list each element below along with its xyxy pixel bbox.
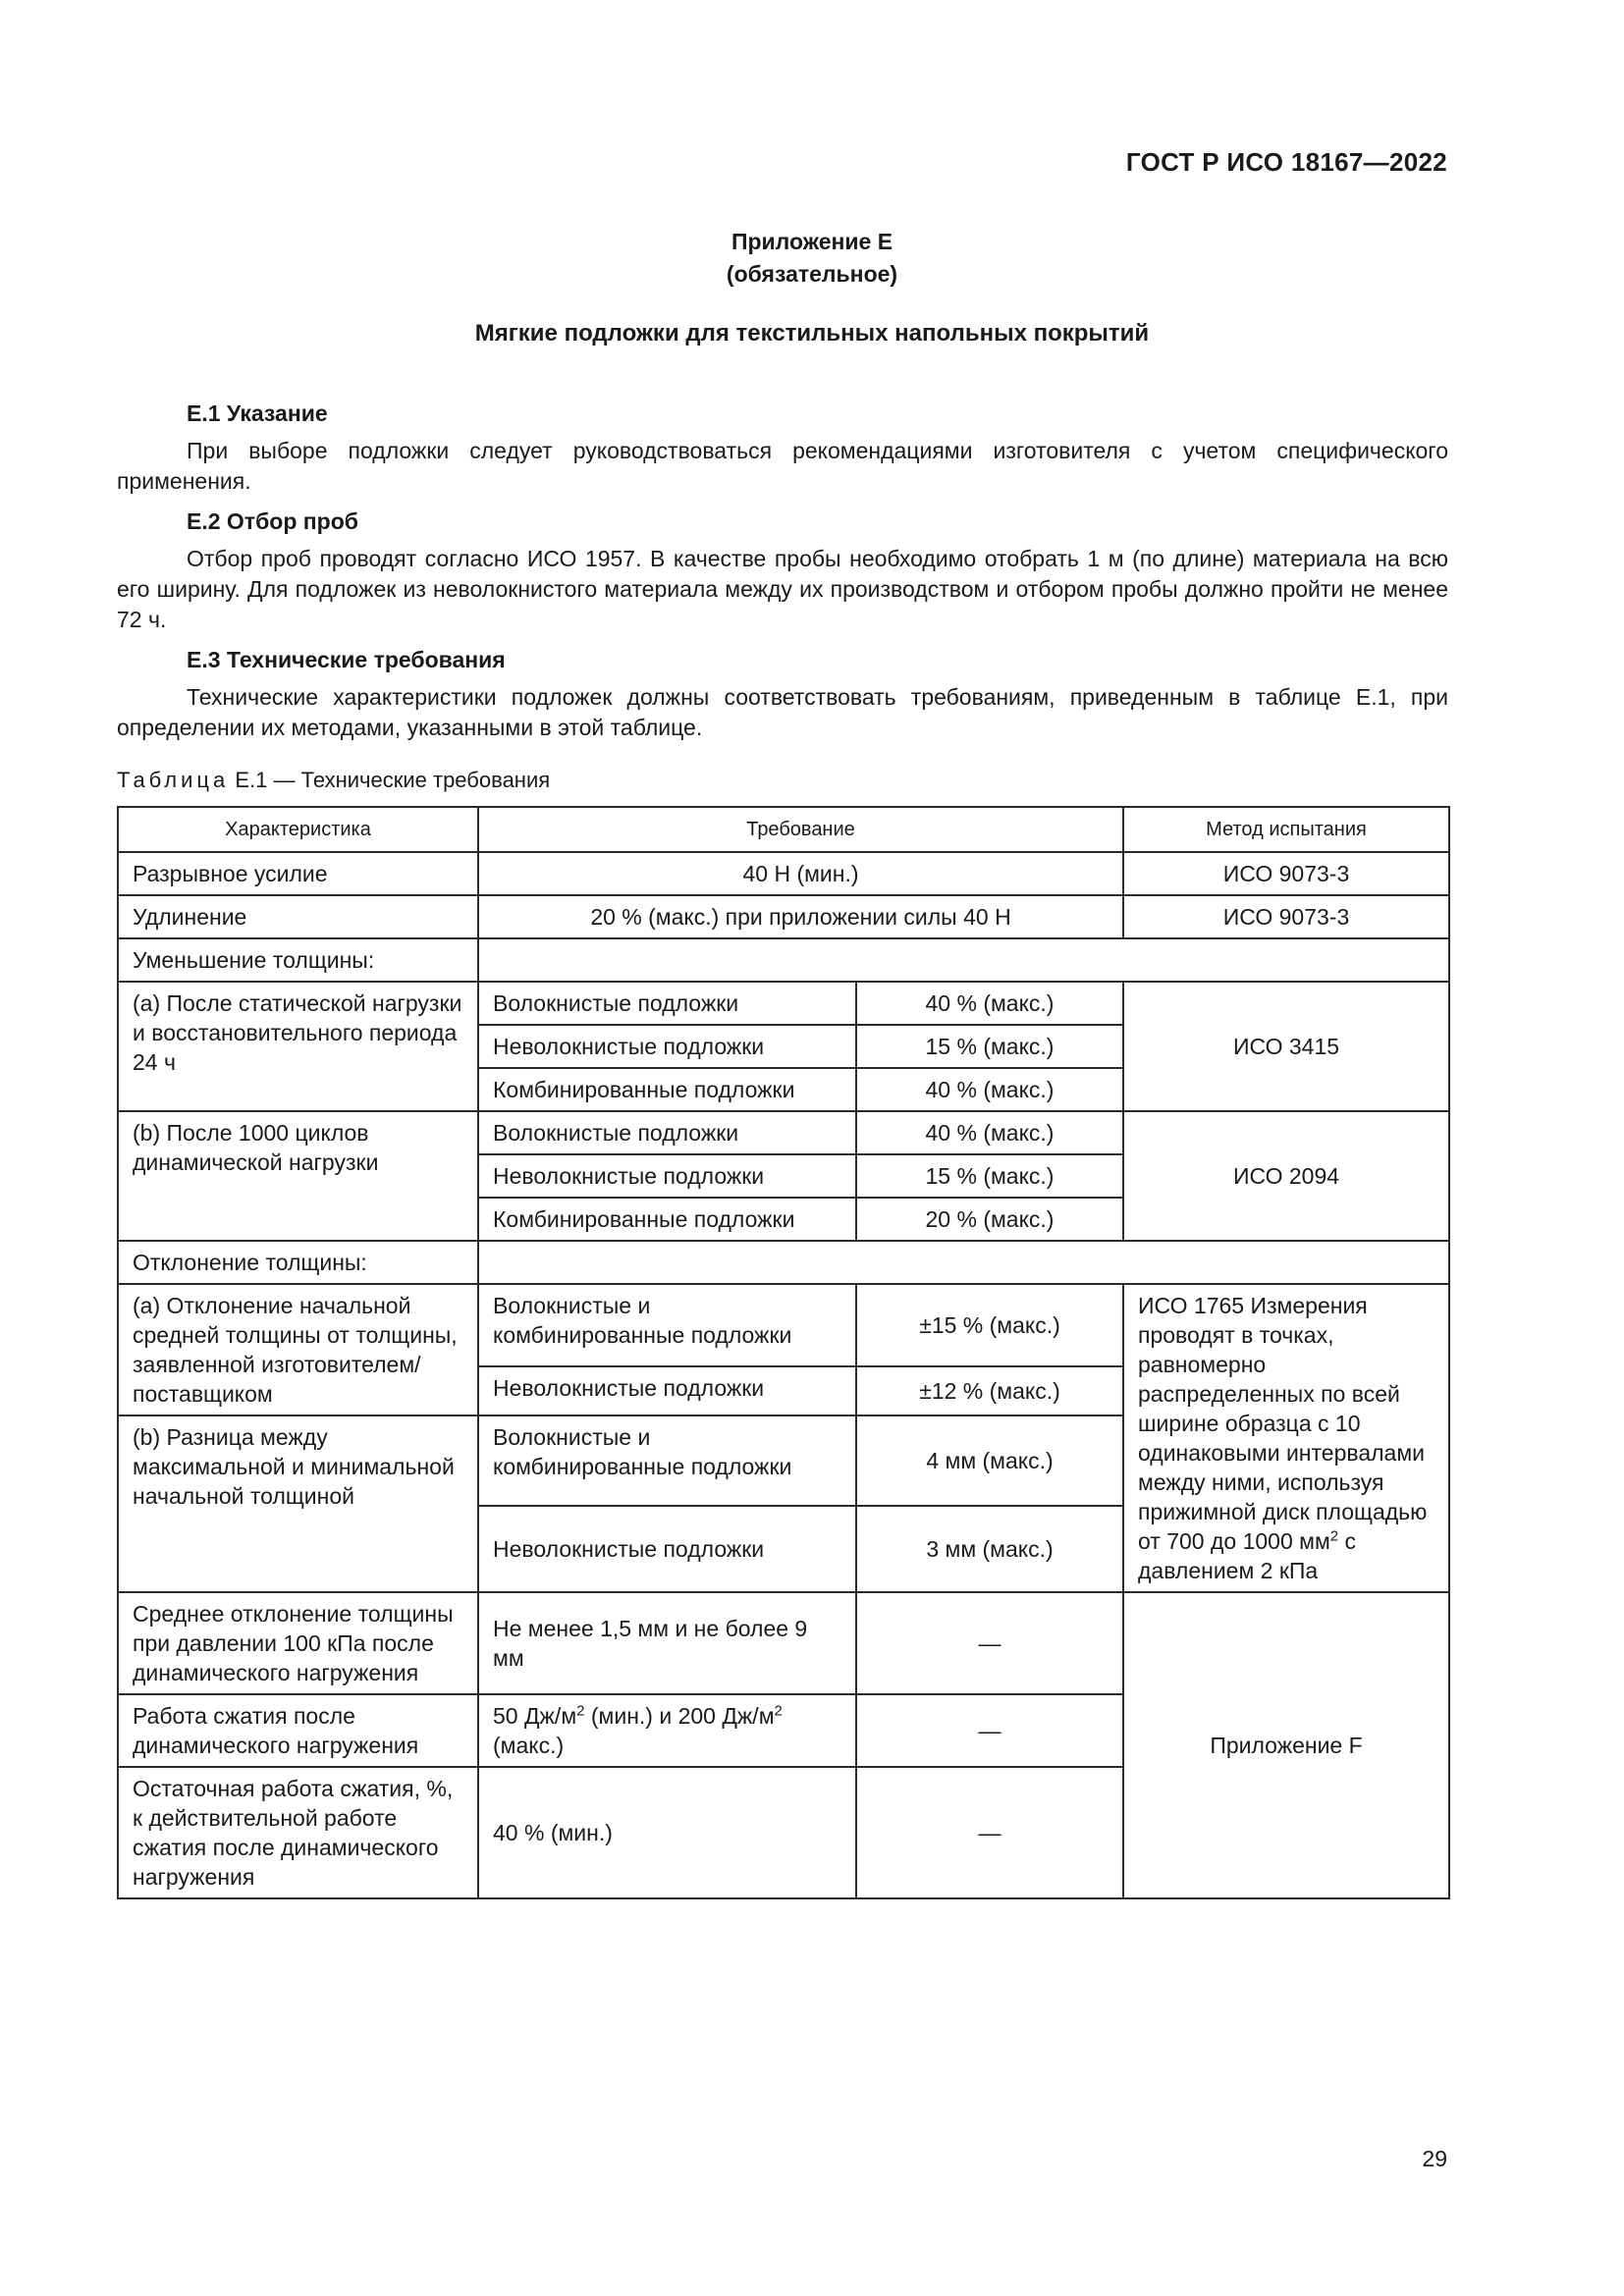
- cell-requirement: Не менее 1,5 мм и не более 9 мм: [478, 1592, 856, 1694]
- annex-title: Мягкие подложки для текстильных напольных покрытий: [474, 320, 1150, 347]
- cell-method: ИСО 2094: [1123, 1111, 1449, 1241]
- cell-value: 4 мм (макс.): [856, 1415, 1123, 1506]
- cell-type: Неволокнистые подложки: [478, 1154, 856, 1198]
- header-requirement: Требование: [478, 807, 1123, 852]
- cell-value: 15 % (макс.): [856, 1154, 1123, 1198]
- method-text-tail: с давлением 2 кПа: [1138, 1528, 1356, 1583]
- cell-method: ИСО 3415: [1123, 982, 1449, 1111]
- cell-characteristic: Работа сжатия после динамического нагружения: [118, 1694, 478, 1767]
- section-heading-e1: Е.1 Указание: [187, 400, 328, 426]
- work-req-part3: (макс.): [493, 1733, 565, 1758]
- cell-value: 40 % (макс.): [856, 1111, 1123, 1154]
- cell-type: Волокнистые подложки: [478, 1111, 856, 1154]
- page-number: 29: [1422, 2146, 1447, 2171]
- cell-value: ±15 % (макс.): [856, 1284, 1123, 1366]
- table-row: [118, 982, 1449, 1025]
- annex-status: (обязательное): [726, 261, 898, 287]
- table-caption-word: Таблица: [117, 768, 230, 792]
- section-heading-e2: Е.2 Отбор проб: [187, 508, 358, 534]
- work-req-part2: (мин.) и 200 Дж/м: [584, 1703, 775, 1729]
- table-caption: [117, 765, 1448, 795]
- cell-type: Комбинированные подложки: [478, 1068, 856, 1111]
- cell-method: ИСО 9073-3: [1123, 852, 1449, 895]
- table-row: [118, 852, 1449, 895]
- cell-type: Волокнистые подложки: [478, 982, 856, 1025]
- method-text: ИСО 1765 Измерения проводят в точках, равномерно распределенных по всей ширине образца с 10 одинаковыми интервалами между ними, используя прижимной диск площадью от 700 до 1000 мм: [1138, 1293, 1428, 1554]
- cell-characteristic: (а) Отклонение начальной средней толщины от толщины, заявленной изготовителем/поставщиком: [118, 1284, 478, 1415]
- section-text-e2: Отбор проб проводят согласно ИСО 1957. В качестве пробы необходимо отобрать 1 м (по длине) материала на всю его ширину. Для подложек из неволокнистого материала между их производством и отбором пробы должно пройти не менее 72 ч.: [117, 546, 1448, 632]
- cell-characteristic: Среднее отклонение толщины при давлении 100 кПа после динамического нагружения: [118, 1592, 478, 1694]
- cell-requirement: [478, 1694, 856, 1767]
- cell-value: —: [856, 1767, 1123, 1898]
- cell-method: Приложение F: [1123, 1592, 1449, 1898]
- work-req-sup2: 2: [774, 1702, 783, 1720]
- cell-value: —: [856, 1694, 1123, 1767]
- cell-value: 40 % (макс.): [856, 982, 1123, 1025]
- cell-requirement: 40 Н (мин.): [478, 852, 1123, 895]
- cell-value: —: [856, 1592, 1123, 1694]
- cell-method: [1123, 1284, 1449, 1592]
- table-row: [118, 1111, 1449, 1154]
- table-header-row: [118, 807, 1449, 852]
- section-text-e1: При выборе подложки следует руководствоваться рекомендациями изготовителя с учетом специфического применения.: [117, 438, 1448, 494]
- cell-group-title: Отклонение толщины:: [118, 1241, 478, 1284]
- cell-type: Неволокнистые подложки: [478, 1506, 856, 1592]
- annex-heading: [0, 226, 1624, 291]
- cell-characteristic: Разрывное усилие: [118, 852, 478, 895]
- cell-characteristic: (b) Разница между максимальной и минимальной начальной толщиной: [118, 1415, 478, 1592]
- cell-value: 3 мм (макс.): [856, 1506, 1123, 1592]
- cell-requirement: 20 % (макс.) при приложении силы 40 Н: [478, 895, 1123, 938]
- header-characteristic: Характеристика: [118, 807, 478, 852]
- table-row: [118, 1284, 1449, 1366]
- cell-characteristic: (b) После 1000 циклов динамической нагрузки: [118, 1111, 478, 1241]
- annex-label: Приложение Е: [731, 229, 893, 254]
- work-req-sup1: 2: [576, 1702, 585, 1720]
- cell-value: 15 % (макс.): [856, 1025, 1123, 1068]
- requirements-table: [117, 806, 1450, 1899]
- cell-value: ±12 % (макс.): [856, 1366, 1123, 1415]
- cell-characteristic: Остаточная работа сжатия, %, к действительной работе сжатия после динамического нагружения: [118, 1767, 478, 1898]
- standard-code: ГОСТ Р ИСО 18167—2022: [1125, 147, 1447, 177]
- cell-type: Неволокнистые подложки: [478, 1025, 856, 1068]
- cell-value: 40 % (макс.): [856, 1068, 1123, 1111]
- table-row: [118, 1241, 1449, 1284]
- cell-requirement: 40 % (мин.): [478, 1767, 856, 1898]
- cell-value: 20 % (макс.): [856, 1198, 1123, 1241]
- cell-type: Волокнистые и комбинированные подложки: [478, 1415, 856, 1506]
- section-heading-e3: Е.3 Технические требования: [187, 647, 506, 672]
- cell-empty: [478, 938, 1449, 982]
- cell-empty: [478, 1241, 1449, 1284]
- cell-method: ИСО 9073-3: [1123, 895, 1449, 938]
- table-row: [118, 895, 1449, 938]
- table-row: [118, 938, 1449, 982]
- table-caption-title: Е.1 — Технические требования: [235, 768, 551, 792]
- work-req-part1: 50 Дж/м: [493, 1703, 577, 1729]
- cell-type: Неволокнистые подложки: [478, 1366, 856, 1415]
- cell-type: Волокнистые и комбинированные подложки: [478, 1284, 856, 1366]
- table-row: [118, 1592, 1449, 1694]
- cell-group-title: Уменьшение толщины:: [118, 938, 478, 982]
- document-body: [117, 399, 1448, 1899]
- cell-type: Комбинированные подложки: [478, 1198, 856, 1241]
- cell-characteristic: (а) После статической нагрузки и восстановительного периода 24 ч: [118, 982, 478, 1111]
- header-method: Метод испытания: [1123, 807, 1449, 852]
- cell-characteristic: Удлинение: [118, 895, 478, 938]
- method-superscript: 2: [1329, 1527, 1339, 1545]
- section-text-e3: Технические характеристики подложек должны соответствовать требованиям, приведенным в таблице Е.1, при определении их методами, указанными в этой таблице.: [117, 684, 1448, 740]
